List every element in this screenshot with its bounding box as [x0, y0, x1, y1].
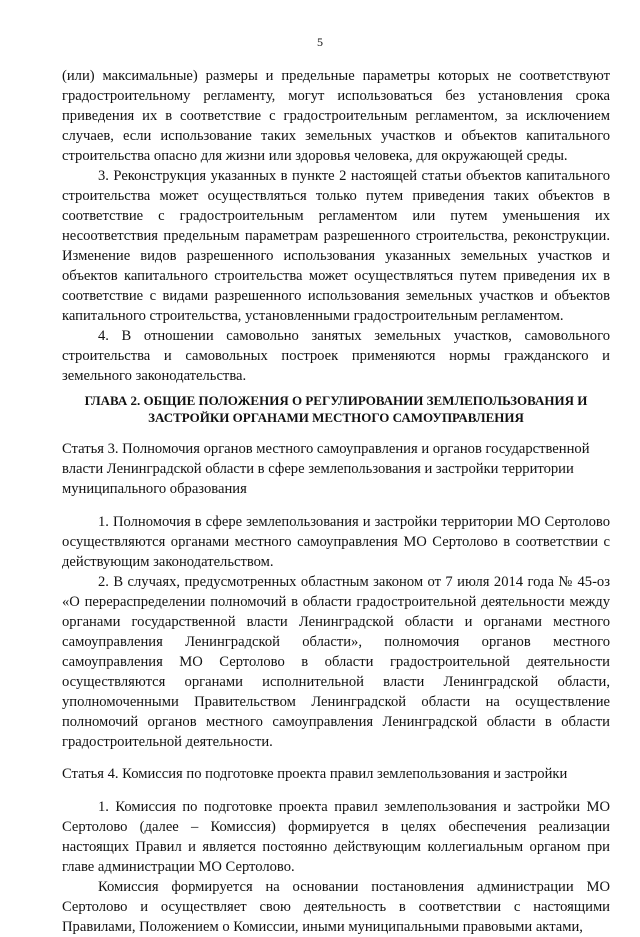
- article-3-paragraph-2: 2. В случаях, предусмотренных областным законом от 7 июля 2014 года № 45-оз «О перераспределении полномочий в области градостроительной деятельности между органами государственной власти Ленинградской области и органами местного самоуправления Ленинградской области», полномочия органов местного самоуправления МО Сертолово в области градостроительной деятельности осуществляются органами исполнительной власти Ленинградской области, уполномоченными Правительством Ленинградской области на осуществление полномочий органов местного самоуправления Ленинградской области в области градостроительной деятельности.: [62, 574, 610, 750]
- article-4-paragraph-2: Комиссия формируется на основании постановления администрации МО Сертолово и осуществляет свою деятельность в соответствии с настоящими Правилами, Положением о Комиссии, иными муниципальными правовыми актами,: [62, 879, 610, 935]
- intro-paragraph-item-3: 3. Реконструкция указанных в пункте 2 настоящей статьи объектов капитального строительства может осуществляться только путем приведения таких объектов в соответствие с градостроительным регламентом или путем уменьшения их несоответствия предельным параметрам разрешенного строительства, реконструкции. Изменение видов разрешенного использования указанных земельных участков и объектов капитального строительства может осуществляться путем приведения их в соответствие с видами разрешенного использования земельных участков и объектов капитального строительства, установленными градостроительным регламентом.: [62, 168, 610, 324]
- chapter-title: ГЛАВА 2. ОБЩИЕ ПОЛОЖЕНИЯ О РЕГУЛИРОВАНИИ ЗЕМЛЕПОЛЬЗОВАНИЯ И ЗАСТРОЙКИ ОРГАНАМИ МЕСТНОГО САМОУПРАВЛЕНИЯ: [84, 393, 588, 425]
- article-3-paragraph-1: 1. Полномочия в сфере землепользования и застройки территории МО Сертолово осуществляются органами местного самоуправления МО Сертолово в соответствии с действующим законодательством.: [62, 514, 610, 570]
- page-number: 5: [317, 35, 323, 49]
- article-4-title: Статья 4. Комиссия по подготовке проекта правил землепользования и застройки: [62, 766, 568, 782]
- page-content: [62, 66, 610, 937]
- article-4-paragraph-1: 1. Комиссия по подготовке проекта правил землепользования и застройки МО Сертолово (далее – Комиссия) формируется в целях обеспечения реализации настоящих Правил и является постоянно действующим коллегиальным органом при главе администрации МО Сертолово.: [62, 799, 610, 875]
- intro-paragraph-item-4: 4. В отношении самовольно занятых земельных участков, самовольного строительства и самовольных построек применяются нормы гражданского и земельного законодательства.: [62, 328, 610, 384]
- article-3-title: Статья 3. Полномочия органов местного самоуправления и органов государственной власти Ленинградской области в сфере землепользования и застройки территории муниципального образования: [62, 441, 590, 497]
- intro-paragraph-continuation: (или) максимальные) размеры и предельные параметры которых не соответствуют градостроительному регламенту, могут использоваться без установления срока приведения их в соответствие с градостроительным регламентом, за исключением случаев, если использование таких земельных участков и объектов капитального строительства опасно для жизни или здоровья человека, для окружающей среды.: [62, 68, 610, 164]
